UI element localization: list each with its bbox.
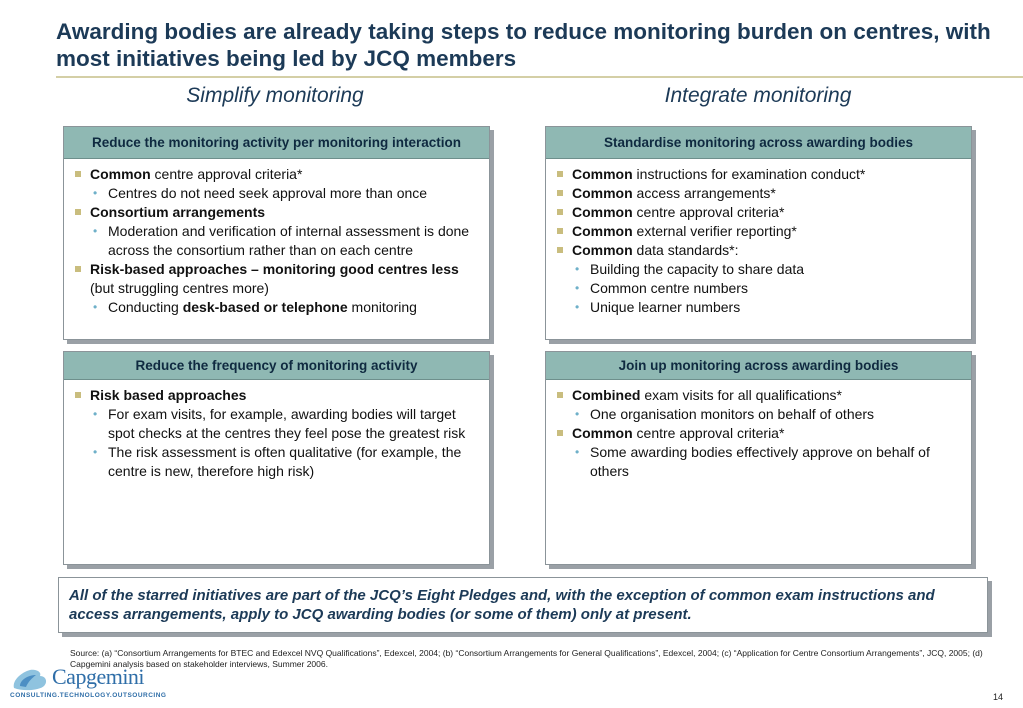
list-item: Common instructions for examination conduct* [556,165,957,184]
panel-join-up [545,351,972,565]
list-item: Consortium arrangements [74,203,475,222]
slide-title: Awarding bodies are already taking steps to reduce monitoring burden on centres, with most initiatives being led by JCQ members [56,19,991,71]
panel-header: Standardise monitoring across awarding bodies [546,127,971,159]
logo-spade-icon [10,666,50,694]
list-item: • Unique learner numbers [556,298,957,317]
list-item: • Common centre numbers [556,279,957,298]
source-note: Source: (a) “Consortium Arrangements for BTEC and Edexcel NVQ Qualifications”, Edexcel, 2004; (b) “Consortium Arrangements for General Qualifications”, Edexcel, 2004; (c) “Application for Centre Consortium Arrangements”, JCQ, 2005; (d) Capgemini analysis based on stakeholder interviews, Summer 2006. [70,648,983,669]
list-item: • The risk assessment is often qualitative (for example, the centre is new, therefore high risk) [74,443,475,481]
panel-header: Join up monitoring across awarding bodies [546,352,971,380]
list-item: Risk based approaches [74,386,475,405]
list-item: Common data standards*: [556,241,957,260]
panel-header: Reduce the monitoring activity per monitoring interaction [64,127,489,159]
capgemini-logo [10,664,165,704]
callout-text: All of the starred initiatives are part of the JCQ’s Eight Pledges and, with the exception of common exam instructions and access arrangements, apply to JCQ awarding bodies (or some of them) only at present. [69,587,935,623]
list-item: • One organisation monitors on behalf of others [556,405,957,424]
list-item: • Conducting desk-based or telephone monitoring [74,298,475,317]
list-item: • Centres do not need seek approval more than once [74,184,475,203]
panel-reduce-activity [63,126,490,340]
list-item: Risk-based approaches – monitoring good centres less (but struggling centres more) [74,260,475,298]
list-item: • Building the capacity to share data [556,260,957,279]
logo-wordmark: Capgemini [52,664,145,689]
list-item: Common centre approval criteria* [74,165,475,184]
list-item: • Moderation and verification of internal assessment is done across the consortium rather than on each centre [74,222,475,260]
list-item: Common centre approval criteria* [556,424,957,443]
panel-standardise [545,126,972,340]
list-item: Common access arrangements* [556,184,957,203]
logo-tagline: CONSULTING.TECHNOLOGY.OUTSOURCING [10,692,167,699]
list-item: • Some awarding bodies effectively approve on behalf of others [556,443,957,481]
column-heading-integrate: Integrate monitoring [664,84,852,107]
list-item: Common external verifier reporting* [556,222,957,241]
list-item: • For exam visits, for example, awarding bodies will target spot checks at the centres they feel pose the greatest risk [74,405,475,443]
list-item: Common centre approval criteria* [556,203,957,222]
title-divider [56,76,1023,78]
callout-box [58,577,988,633]
column-heading-simplify: Simplify monitoring [186,84,364,107]
list-item: Combined exam visits for all qualifications* [556,386,957,405]
panel-reduce-frequency [63,351,490,565]
panel-header: Reduce the frequency of monitoring activity [64,352,489,380]
page-number: 14 [992,692,1003,702]
